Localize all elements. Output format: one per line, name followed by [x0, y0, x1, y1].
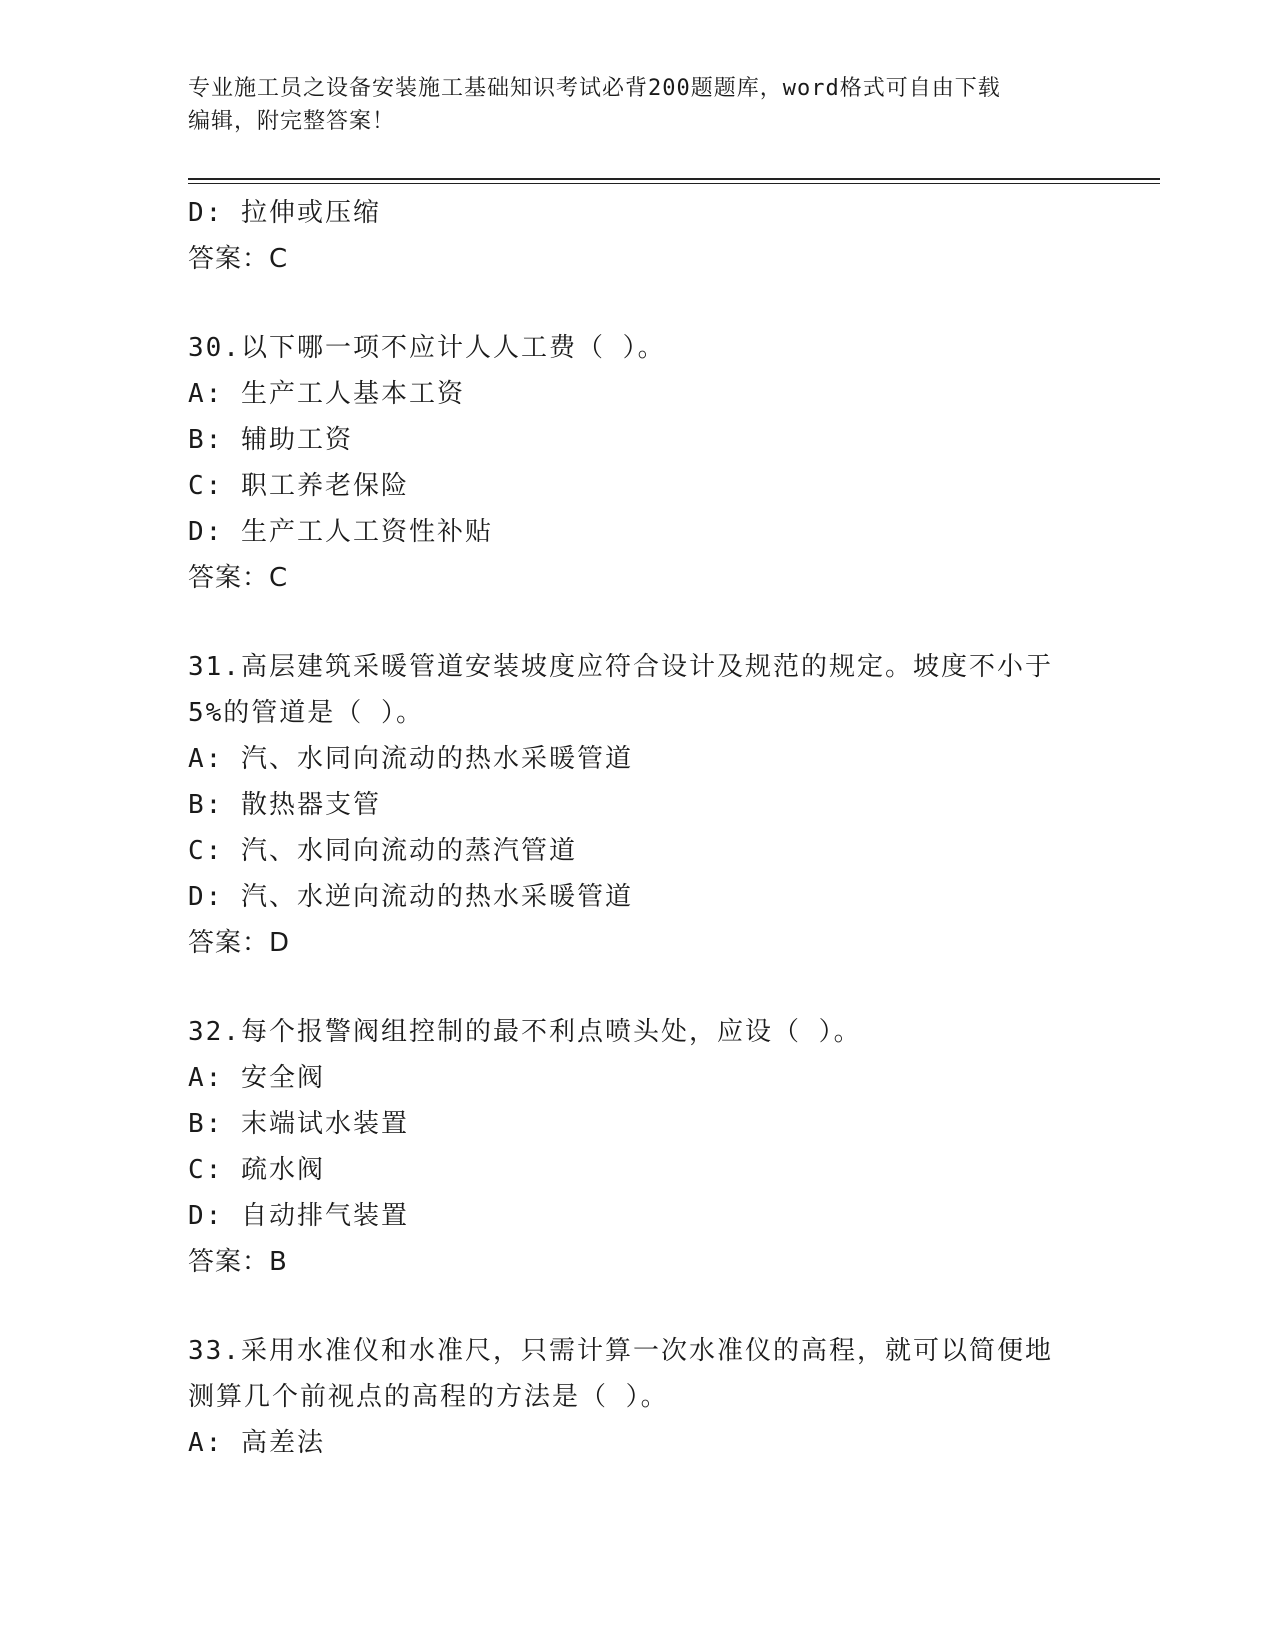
header-line-2: 编辑，附完整答案！	[188, 109, 396, 134]
header-divider-thick	[188, 178, 1160, 180]
question-stem-continued: 测算几个前视点的高程的方法是（ ）。	[188, 1382, 669, 1412]
question-content	[188, 190, 1088, 1466]
document-header	[188, 72, 1088, 138]
option-b: B: 辅助工资	[188, 425, 353, 455]
question-stem: 32.每个报警阀组控制的最不利点喷头处，应设（ ）。	[188, 1017, 862, 1047]
question-stem-continued: 5%的管道是（ ）。	[188, 698, 424, 728]
option-a: A: 安全阀	[188, 1063, 325, 1093]
answer-line: 答案：C	[188, 563, 289, 593]
header-divider-thin	[188, 183, 1160, 184]
option-a: A: 汽、水同向流动的热水采暖管道	[188, 744, 633, 774]
option-b: B: 散热器支管	[188, 790, 381, 820]
question-stem: 33.采用水准仪和水准尺，只需计算一次水准仪的高程，就可以简便地	[188, 1336, 1053, 1366]
option-d: D: 汽、水逆向流动的热水采暖管道	[188, 882, 633, 912]
option-a: A: 生产工人基本工资	[188, 379, 465, 409]
option-c: C: 疏水阀	[188, 1155, 325, 1185]
option-d: D: 拉伸或压缩	[188, 198, 381, 228]
header-line-1: 专业施工员之设备安装施工基础知识考试必背200题题库，word格式可自由下载	[188, 76, 1001, 101]
question-stem: 30.以下哪一项不应计人人工费（ ）。	[188, 333, 666, 363]
option-a: A: 高差法	[188, 1428, 325, 1458]
answer-line: 答案：D	[188, 928, 291, 958]
question-stem: 31.高层建筑采暖管道安装坡度应符合设计及规范的规定。坡度不小于	[188, 652, 1053, 682]
option-c: C: 职工养老保险	[188, 471, 409, 501]
option-d: D: 自动排气装置	[188, 1201, 409, 1231]
answer-line: 答案：B	[188, 1247, 288, 1277]
option-c: C: 汽、水同向流动的蒸汽管道	[188, 836, 577, 866]
option-d: D: 生产工人工资性补贴	[188, 517, 493, 547]
answer-line: 答案：C	[188, 244, 289, 274]
option-b: B: 末端试水装置	[188, 1109, 409, 1139]
